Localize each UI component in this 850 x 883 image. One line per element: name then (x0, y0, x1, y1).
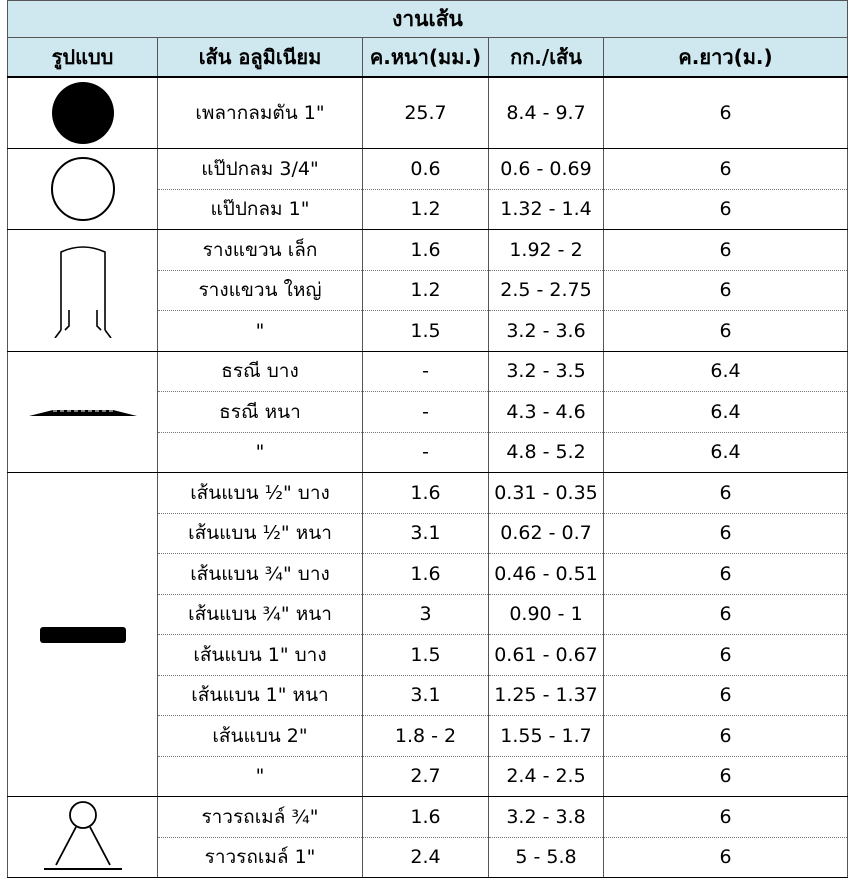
cell-length: 6 (604, 554, 848, 595)
cell-weight: 0.6 - 0.69 (489, 149, 604, 190)
cell-length: 6 (604, 675, 848, 716)
cell-thickness: 1.2 (363, 189, 489, 230)
cell-length: 6 (604, 756, 848, 797)
cell-weight: 2.4 - 2.5 (489, 756, 604, 797)
cell-name: เส้นแบน ¾" บาง (158, 554, 363, 595)
cell-name: ธรณี บาง (158, 351, 363, 392)
cell-thickness: - (363, 351, 489, 392)
cell-name: แป๊ปกลม 1" (158, 189, 363, 230)
hollow-circle-icon (8, 149, 158, 230)
table-row (8, 149, 848, 190)
cell-name: รางแขวน ใหญ่ (158, 270, 363, 311)
cell-thickness: 1.6 (363, 230, 489, 271)
cell-length: 6 (604, 473, 848, 514)
cell-weight: 4.8 - 5.2 (489, 432, 604, 473)
cell-thickness: 1.2 (363, 270, 489, 311)
table-row (8, 230, 848, 271)
cell-length: 6.4 (604, 392, 848, 433)
cell-thickness: - (363, 432, 489, 473)
cell-weight: 1.32 - 1.4 (489, 189, 604, 230)
cell-thickness: 3 (363, 594, 489, 635)
cell-weight: 1.25 - 1.37 (489, 675, 604, 716)
cell-length: 6.4 (604, 351, 848, 392)
cell-thickness: 1.6 (363, 797, 489, 838)
table-row (8, 351, 848, 392)
cell-name: เพลากลมตัน 1" (158, 77, 363, 149)
cell-name: " (158, 432, 363, 473)
cell-length: 6 (604, 797, 848, 838)
cell-length: 6.4 (604, 432, 848, 473)
cell-thickness: 1.6 (363, 473, 489, 514)
flat-bar-icon (8, 473, 158, 797)
table-row (8, 473, 848, 514)
cell-weight: 8.4 - 9.7 (489, 77, 604, 149)
solid-circle-icon (8, 77, 158, 149)
header-length: ค.ยาว(ม.) (604, 38, 848, 78)
cell-name: เส้นแบน 1" หนา (158, 675, 363, 716)
cell-name: แป๊ปกลม 3/4" (158, 149, 363, 190)
header-name: เส้น อลูมิเนียม (158, 38, 363, 78)
cell-weight: 3.2 - 3.5 (489, 351, 604, 392)
cell-weight: 0.31 - 0.35 (489, 473, 604, 514)
cell-name: " (158, 311, 363, 352)
cell-weight: 3.2 - 3.8 (489, 797, 604, 838)
cell-thickness: 2.4 (363, 837, 489, 878)
header-row (8, 38, 848, 78)
cell-length: 6 (604, 270, 848, 311)
table-body (8, 77, 848, 878)
hanging-rail-icon (8, 230, 158, 352)
cell-name: เส้นแบน ½" บาง (158, 473, 363, 514)
cell-weight: 0.62 - 0.7 (489, 513, 604, 554)
cell-name: เส้นแบน 1" บาง (158, 635, 363, 676)
title-row (8, 1, 848, 38)
cell-length: 6 (604, 837, 848, 878)
header-shape: รูปแบบ (8, 38, 158, 78)
cell-weight: 1.92 - 2 (489, 230, 604, 271)
cell-length: 6 (604, 513, 848, 554)
cell-name: " (158, 756, 363, 797)
threshold-strip-icon (8, 351, 158, 473)
towel-rail-icon (8, 797, 158, 878)
cell-name: เส้นแบน ¾" หนา (158, 594, 363, 635)
cell-weight: 0.61 - 0.67 (489, 635, 604, 676)
cell-name: ราวรถเมล์ 1" (158, 837, 363, 878)
cell-length: 6 (604, 77, 848, 149)
header-weight: กก./เส้น (489, 38, 604, 78)
cell-name: เส้นแบน 2" (158, 716, 363, 757)
cell-thickness: 3.1 (363, 513, 489, 554)
cell-name: เส้นแบน ½" หนา (158, 513, 363, 554)
cell-length: 6 (604, 311, 848, 352)
cell-weight: 0.46 - 0.51 (489, 554, 604, 595)
table-title: งานเส้น (8, 1, 848, 38)
cell-thickness: 2.7 (363, 756, 489, 797)
cell-thickness: 1.8 - 2 (363, 716, 489, 757)
cell-length: 6 (604, 230, 848, 271)
cell-thickness: 3.1 (363, 675, 489, 716)
cell-length: 6 (604, 716, 848, 757)
cell-weight: 1.55 - 1.7 (489, 716, 604, 757)
cell-weight: 4.3 - 4.6 (489, 392, 604, 433)
cell-name: ราวรถเมล์ ¾" (158, 797, 363, 838)
cell-thickness: 1.6 (363, 554, 489, 595)
header-thickness: ค.หนา(มม.) (363, 38, 489, 78)
cell-thickness: 1.5 (363, 311, 489, 352)
table-row (8, 77, 848, 149)
aluminium-rod-table (7, 0, 848, 878)
table-row (8, 797, 848, 838)
cell-weight: 3.2 - 3.6 (489, 311, 604, 352)
cell-weight: 2.5 - 2.75 (489, 270, 604, 311)
cell-name: รางแขวน เล็ก (158, 230, 363, 271)
cell-name: ธรณี หนา (158, 392, 363, 433)
cell-length: 6 (604, 635, 848, 676)
cell-length: 6 (604, 149, 848, 190)
cell-weight: 5 - 5.8 (489, 837, 604, 878)
cell-length: 6 (604, 189, 848, 230)
cell-length: 6 (604, 594, 848, 635)
cell-thickness: 1.5 (363, 635, 489, 676)
cell-thickness: 25.7 (363, 77, 489, 149)
cell-thickness: - (363, 392, 489, 433)
cell-weight: 0.90 - 1 (489, 594, 604, 635)
cell-thickness: 0.6 (363, 149, 489, 190)
